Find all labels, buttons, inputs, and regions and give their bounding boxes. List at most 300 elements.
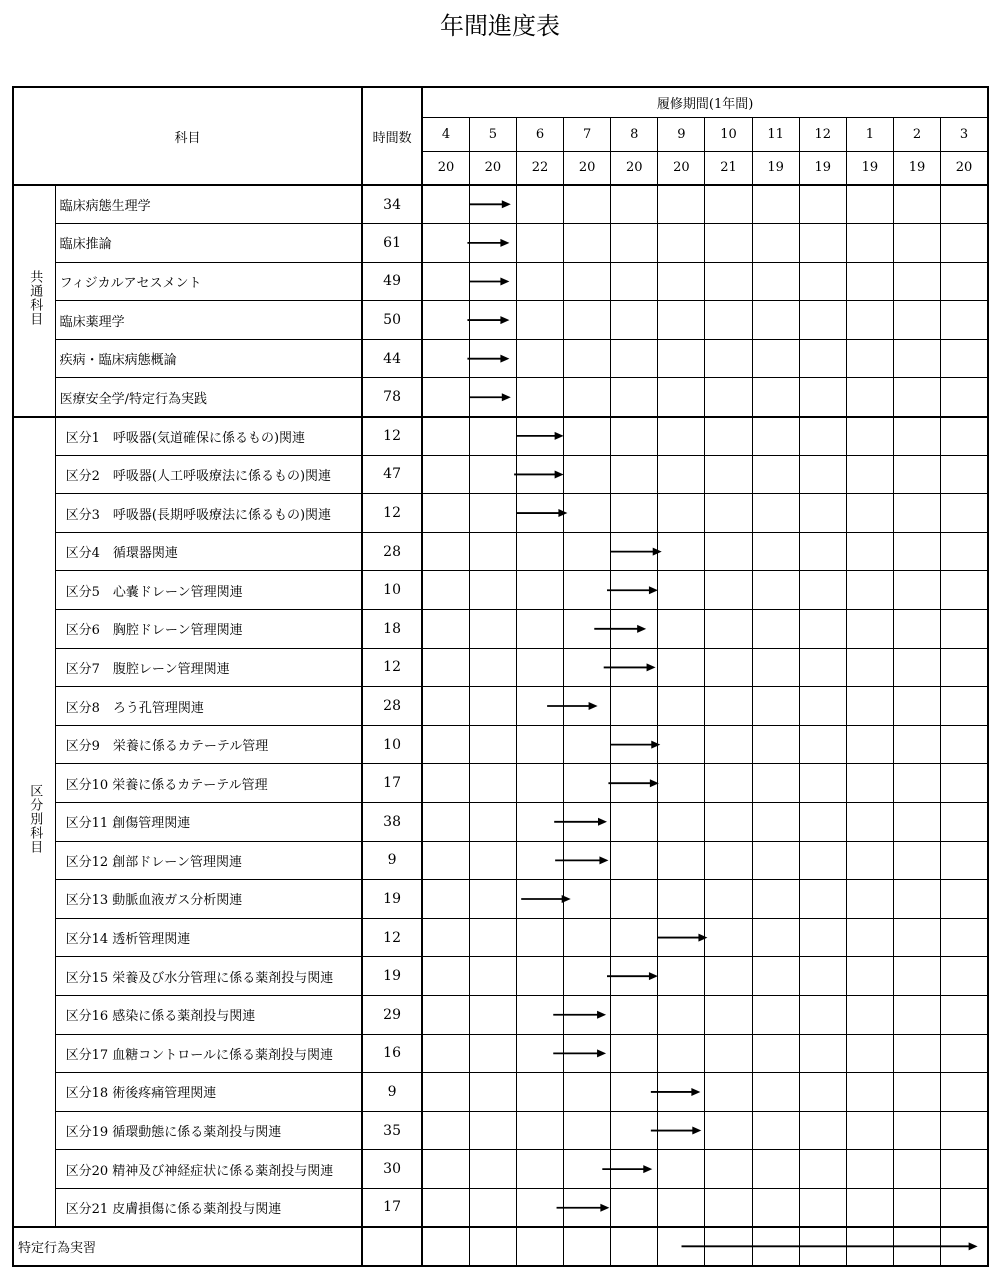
month-cell [752,725,799,764]
month-cell [611,1034,658,1073]
month-cell [516,224,563,263]
month-cell [516,339,563,378]
month-cell [799,687,846,726]
month-cell [516,1111,563,1150]
month-cell [799,1073,846,1112]
month-cell [469,378,516,417]
month-9: 9 [658,117,705,151]
month-cell [893,725,940,764]
table-row [13,995,988,1034]
month-cell [658,378,705,417]
month-cell [799,571,846,610]
month-cell [422,995,469,1034]
month-cell [846,224,893,263]
subject-hours: 12 [362,494,422,533]
group-label-text: 区分別科目 [27,784,43,855]
month-cell [658,532,705,571]
month-cell [469,1111,516,1150]
month-cell [469,532,516,571]
month-cell [846,1150,893,1189]
month-cell [752,1111,799,1150]
month-cell [658,1073,705,1112]
month-cell [893,803,940,842]
month-cell [564,725,611,764]
month-cell [516,532,563,571]
month-cell [799,725,846,764]
month-cell [422,610,469,649]
month-cell [846,841,893,880]
days-month-1: 19 [846,151,893,185]
subject-name: 区分9 栄養に係るカテーテル管理 [55,725,362,764]
month-cell [893,455,940,494]
month-cell [893,532,940,571]
month-cell [658,417,705,456]
month-cell [941,880,988,919]
month-cell [422,1034,469,1073]
table-row [13,725,988,764]
month-cell [705,687,752,726]
month-cell [705,995,752,1034]
month-cell [611,1111,658,1150]
month-cell [611,417,658,456]
subject-name: 区分4 循環器関連 [55,532,362,571]
month-cell [941,957,988,996]
subject-hours: 28 [362,687,422,726]
month-cell [752,417,799,456]
subject-hours: 38 [362,803,422,842]
month-cell [752,532,799,571]
month-cell [611,571,658,610]
subject-hours: 30 [362,1150,422,1189]
month-cell [705,455,752,494]
subject-hours: 9 [362,1073,422,1112]
month-cell [469,1073,516,1112]
month-cell [658,725,705,764]
month-cell [846,648,893,687]
month-cell [893,648,940,687]
month-cell [564,494,611,533]
month-cell [752,995,799,1034]
subject-hours: 9 [362,841,422,880]
month-cell [564,224,611,263]
month-cell [469,918,516,957]
month-cell [422,1188,469,1227]
table-row [13,1073,988,1112]
month-4: 4 [422,117,469,151]
month-cell [846,1188,893,1227]
month-cell [705,1150,752,1189]
table-row [13,880,988,919]
month-cell [893,918,940,957]
month-cell [941,803,988,842]
month-cell [752,1073,799,1112]
month-cell [422,1150,469,1189]
month-cell [799,301,846,340]
month-cell [469,687,516,726]
month-cell [564,339,611,378]
subject-name: フィジカルアセスメント [55,262,362,301]
month-cell [658,1188,705,1227]
month-cell [516,1227,563,1266]
month-5: 5 [469,117,516,151]
table-row [13,339,988,378]
month-cell [564,687,611,726]
month-cell [658,262,705,301]
month-cell [705,224,752,263]
days-month-4: 20 [422,151,469,185]
month-cell [752,378,799,417]
month-cell [941,725,988,764]
days-month-8: 20 [611,151,658,185]
month-cell [752,841,799,880]
table-row [13,1150,988,1189]
subject-hours: 28 [362,532,422,571]
table-row [13,378,988,417]
month-cell [658,1227,705,1266]
table-row [13,957,988,996]
month-cell [846,532,893,571]
month-cell [752,687,799,726]
month-cell [799,185,846,224]
month-cell [564,532,611,571]
month-cell [799,532,846,571]
month-cell [799,224,846,263]
month-cell [941,571,988,610]
month-cell [846,687,893,726]
subject-hours: 12 [362,648,422,687]
subject-hours: 10 [362,571,422,610]
month-cell [469,417,516,456]
month-2: 2 [893,117,940,151]
table-row [13,610,988,649]
month-cell [752,880,799,919]
month-cell [941,417,988,456]
month-cell [469,224,516,263]
month-cell [846,1227,893,1266]
month-cell [516,1150,563,1189]
month-cell [941,339,988,378]
month-cell [469,995,516,1034]
days-month-12: 19 [799,151,846,185]
month-cell [846,494,893,533]
month-cell [658,764,705,803]
month-cell [941,532,988,571]
table-row [13,1111,988,1150]
month-cell [941,1111,988,1150]
month-cell [846,918,893,957]
month-cell [564,1111,611,1150]
month-cell [564,1227,611,1266]
month-cell [658,995,705,1034]
month-cell [846,725,893,764]
month-cell [705,610,752,649]
month-cell [516,803,563,842]
month-cell [941,1150,988,1189]
month-cell [893,339,940,378]
month-cell [469,841,516,880]
month-cell [893,957,940,996]
subject-name: 疾病・臨床病態概論 [55,339,362,378]
month-cell [846,301,893,340]
month-cell [658,610,705,649]
month-cell [469,648,516,687]
subject-name: 区分3 呼吸器(長期呼吸療法に係るもの)関連 [55,494,362,533]
month-cell [469,301,516,340]
month-cell [422,918,469,957]
month-cell [422,532,469,571]
month-cell [611,185,658,224]
month-cell [846,803,893,842]
month-cell [846,455,893,494]
subject-name: 区分5 心嚢ドレーン管理関連 [55,571,362,610]
month-cell [799,1034,846,1073]
month-cell [799,1111,846,1150]
month-cell [941,185,988,224]
month-cell [846,610,893,649]
month-cell [846,417,893,456]
month-cell [564,1188,611,1227]
month-cell [516,957,563,996]
month-cell [422,224,469,263]
month-cell [752,301,799,340]
subject-hours: 17 [362,1188,422,1227]
month-cell [752,1227,799,1266]
month-cell [799,918,846,957]
subject-hours: 50 [362,301,422,340]
month-cell [941,1073,988,1112]
month-cell [564,648,611,687]
month-cell [469,455,516,494]
month-7: 7 [564,117,611,151]
month-cell [846,1111,893,1150]
month-cell [658,339,705,378]
month-cell [893,378,940,417]
month-cell [705,648,752,687]
subject-hours: 19 [362,957,422,996]
month-cell [658,494,705,533]
month-cell [941,455,988,494]
month-cell [516,1034,563,1073]
month-cell [799,648,846,687]
month-cell [422,301,469,340]
month-cell [422,725,469,764]
subject-name: 区分13 動脈血液ガス分析関連 [55,880,362,919]
month-cell [611,378,658,417]
month-cell [705,1111,752,1150]
month-cell [893,185,940,224]
days-month-6: 22 [516,151,563,185]
month-cell [941,301,988,340]
month-cell [893,687,940,726]
month-cell [799,957,846,996]
month-cell [422,339,469,378]
month-cell [422,1111,469,1150]
month-cell [611,532,658,571]
month-cell [658,1111,705,1150]
group-section-label [13,417,55,1227]
month-cell [564,262,611,301]
subject-name: 臨床病態生理学 [55,185,362,224]
month-cell [941,995,988,1034]
month-cell [611,1073,658,1112]
table-row [13,262,988,301]
month-cell [516,725,563,764]
month-cell [422,764,469,803]
month-cell [611,648,658,687]
subject-hours [362,1227,422,1266]
subject-name: 区分7 腹腔レーン管理関連 [55,648,362,687]
subject-name: 医療安全学/特定行為実践 [55,378,362,417]
month-cell [611,918,658,957]
month-cell [469,1034,516,1073]
month-cell [799,378,846,417]
month-cell [658,224,705,263]
month-cell [516,610,563,649]
month-cell [422,262,469,301]
month-cell [611,725,658,764]
month-cell [658,880,705,919]
month-cell [516,648,563,687]
month-cell [799,995,846,1034]
month-cell [422,1227,469,1266]
month-cell [941,494,988,533]
month-cell [516,571,563,610]
subject-hours: 12 [362,417,422,456]
month-cell [752,455,799,494]
month-cell [893,1073,940,1112]
month-cell [564,1073,611,1112]
month-8: 8 [611,117,658,151]
table-row [13,494,988,533]
subject-hours: 47 [362,455,422,494]
table-row [13,803,988,842]
month-cell [752,1188,799,1227]
month-cell [705,532,752,571]
subject-name: 区分15 栄養及び水分管理に係る薬剤投与関連 [55,957,362,996]
month-cell [893,262,940,301]
days-month-5: 20 [469,151,516,185]
month-cell [799,455,846,494]
month-cell [941,1188,988,1227]
month-cell [893,610,940,649]
month-cell [516,918,563,957]
month-cell [611,262,658,301]
month-cell [611,494,658,533]
table-row [13,918,988,957]
month-cell [705,1227,752,1266]
month-6: 6 [516,117,563,151]
subject-hours: 18 [362,610,422,649]
month-cell [516,378,563,417]
month-cell [469,262,516,301]
month-cell [705,339,752,378]
table-row [13,571,988,610]
month-cell [941,841,988,880]
month-cell [941,918,988,957]
month-cell [893,1227,940,1266]
month-cell [893,1188,940,1227]
subject-name: 区分12 創部ドレーン管理関連 [55,841,362,880]
subject-name: 区分10 栄養に係るカテーテル管理 [55,764,362,803]
month-cell [611,224,658,263]
month-cell [846,995,893,1034]
subject-hours: 49 [362,262,422,301]
subject-name: 区分20 精神及び神経症状に係る薬剤投与関連 [55,1150,362,1189]
month-cell [422,841,469,880]
month-cell [422,378,469,417]
month-cell [752,339,799,378]
month-cell [658,918,705,957]
month-cell [941,764,988,803]
month-cell [422,1073,469,1112]
month-cell [893,571,940,610]
month-cell [705,417,752,456]
month-cell [611,339,658,378]
month-cell [752,1150,799,1189]
month-cell [564,957,611,996]
month-cell [799,262,846,301]
month-cell [893,880,940,919]
table-row [13,1188,988,1227]
month-cell [752,648,799,687]
month-cell [658,648,705,687]
month-cell [469,185,516,224]
table-row [13,1227,988,1266]
month-cell [752,571,799,610]
month-cell [516,301,563,340]
month-cell [564,841,611,880]
month-cell [611,1227,658,1266]
month-cell [564,1034,611,1073]
subject-name: 区分2 呼吸器(人工呼吸療法に係るもの)関連 [55,455,362,494]
month-cell [846,1073,893,1112]
month-cell [469,610,516,649]
month-cell [658,455,705,494]
month-cell [516,262,563,301]
month-cell [893,301,940,340]
month-cell [893,1111,940,1150]
month-cell [846,378,893,417]
month-cell [564,803,611,842]
month-cell [705,1034,752,1073]
table-row [13,417,988,456]
month-cell [705,1073,752,1112]
month-cell [893,417,940,456]
month-cell [564,455,611,494]
table-row [13,532,988,571]
month-cell [422,880,469,919]
month-cell [516,764,563,803]
month-cell [705,764,752,803]
month-cell [752,610,799,649]
month-cell [799,764,846,803]
month-cell [799,417,846,456]
month-cell [422,417,469,456]
month-cell [658,1150,705,1189]
month-cell [611,687,658,726]
month-1: 1 [846,117,893,151]
hours-header: 時間数 [362,87,422,185]
month-cell [799,880,846,919]
month-cell [422,957,469,996]
subject-name: 区分19 循環動態に係る薬剤投与関連 [55,1111,362,1150]
month-cell [564,995,611,1034]
month-cell [846,764,893,803]
month-12: 12 [799,117,846,151]
month-cell [469,1150,516,1189]
month-cell [705,262,752,301]
month-cell [705,841,752,880]
